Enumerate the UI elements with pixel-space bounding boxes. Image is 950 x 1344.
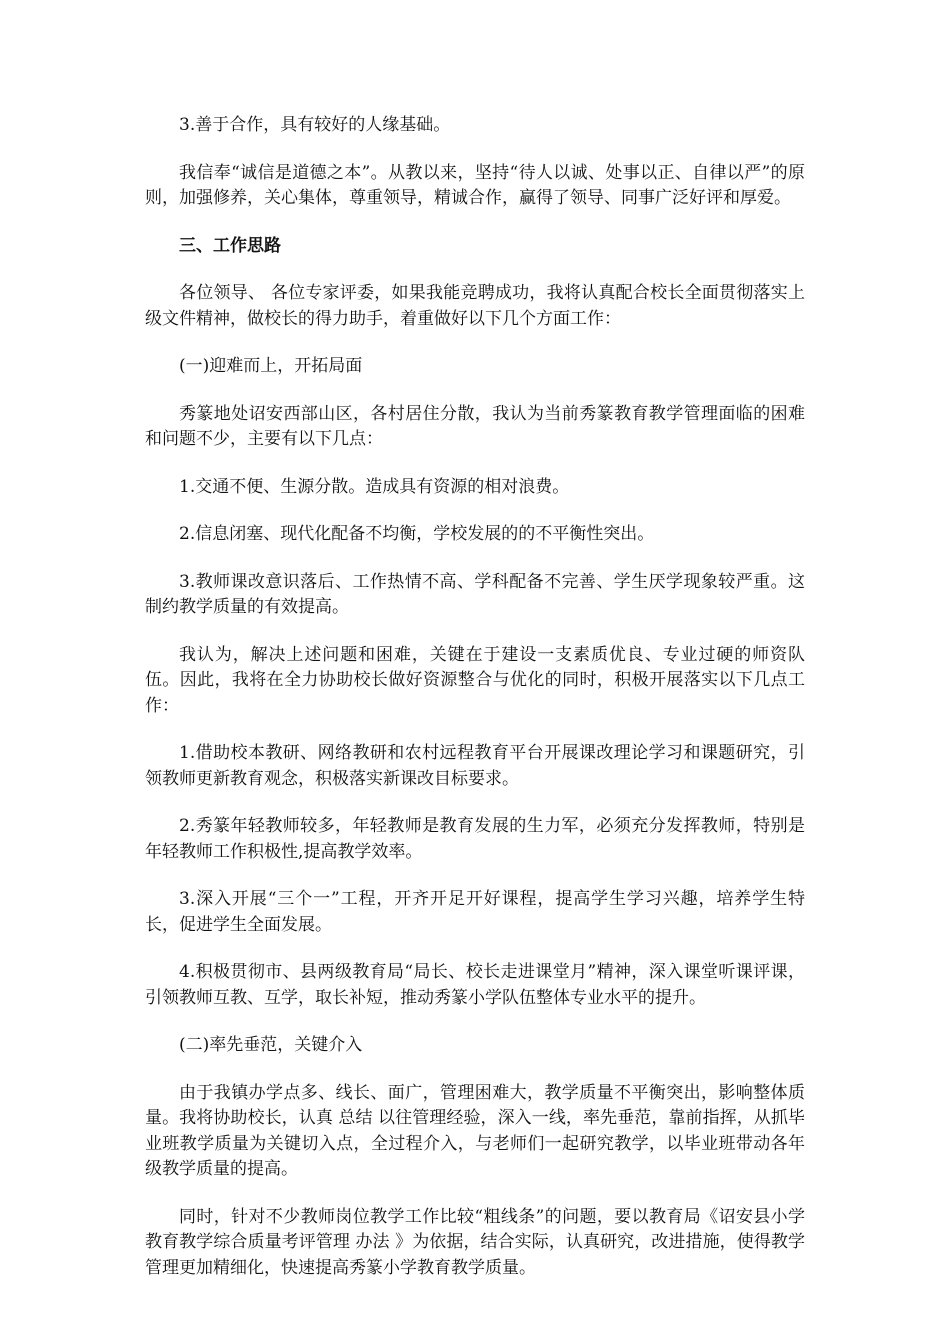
list-item-action-4: 4.积极贯彻市、县两级教育局“局长、校长走进课堂月”精神，深入课堂听课评课，引领教师互教、互学，取长补短，推动秀篆小学队伍整体专业水平的提升。 [145, 962, 805, 1008]
list-item-problem-1: 1.交通不便、生源分散。造成具有资源的相对浪费。 [179, 476, 570, 497]
paragraph-situation: 秀篆地处诏安西部山区，各村居住分散，我认为当前秀篆教育教学管理面临的困难和问题不少，主要有以下几点： [145, 403, 805, 449]
paragraph-lead-by-example: 由于我镇办学点多、线长、面广，管理困难大，教学质量不平衡突出，影响整体质量。我将协助校长，认真 总结 以往管理经验，深入一线，率先垂范，靠前指挥，从抓毕业班教学质量为关键切入点，全过程介入，与老师们一起研究教学，以毕业班带动各年级教学质量的提高。 [145, 1082, 805, 1179]
list-item-problem-2: 2.信息闭塞、现代化配备不均衡，学校发展的的不平衡性突出。 [179, 524, 655, 544]
list-item-action-1: 1.借助校本教研、网络教研和农村远程教育平台开展课改理论学习和课题研究，引领教师更新教育观念，积极落实新课改目标要求。 [145, 743, 805, 789]
list-item-problem-3: 3.教师课改意识落后、工作热情不高、学科配备不完善、学生厌学现象较严重。这制约教学质量的有效提高。 [145, 571, 805, 617]
paragraph-intro: 各位领导、 各位专家评委，如果我能竞聘成功，我将认真配合校长全面贯彻落实上级文件精神，做校长的得力助手，着重做好以下几个方面工作： [145, 283, 805, 329]
paragraph-solution: 我认为，解决上述问题和困难，关键在于建设一支素质优良、专业过硬的师资队伍。因此，我将在全力协助校长做好资源整合与优化的同时，积极开展落实以下几点工作： [145, 644, 805, 716]
section-heading-work-ideas: 三、工作思路 [179, 235, 281, 256]
paragraph-integrity: 我信奉“诚信是道德之本”。从教以来，坚持“待人以诚、处事以正、自律以严”的原则，加强修养，关心集体，尊重领导，精诚合作，赢得了领导、同事广泛好评和厚爱。 [145, 162, 805, 208]
list-item-action-2: 2.秀篆年轻教师较多，年轻教师是教育发展的生力军，必须充分发挥教师，特别是年轻教师工作积极性,提高教学效率。 [145, 816, 805, 862]
subheading-1: (一)迎难而上，开拓局面 [179, 356, 363, 376]
list-item-action-3: 3.深入开展“三个一”工程，开齐开足开好课程，提高学生学习兴趣，培养学生特长，促进学生全面发展。 [145, 889, 805, 935]
paragraph-cooperation: 3.善于合作，具有较好的人缘基础。 [179, 115, 451, 135]
subheading-2: (二)率先垂范，关键介入 [179, 1035, 363, 1055]
document-page [145, 113, 805, 1303]
paragraph-refinement: 同时，针对不少教师岗位教学工作比较“粗线条”的问题，要以教育局《诏安县小学教育教学综合质量考评管理 办法 》为依据，结合实际，认真研究，改进措施，使得教学管理更加精细化，快速提高秀篆小学教育教学质量。 [145, 1206, 805, 1278]
